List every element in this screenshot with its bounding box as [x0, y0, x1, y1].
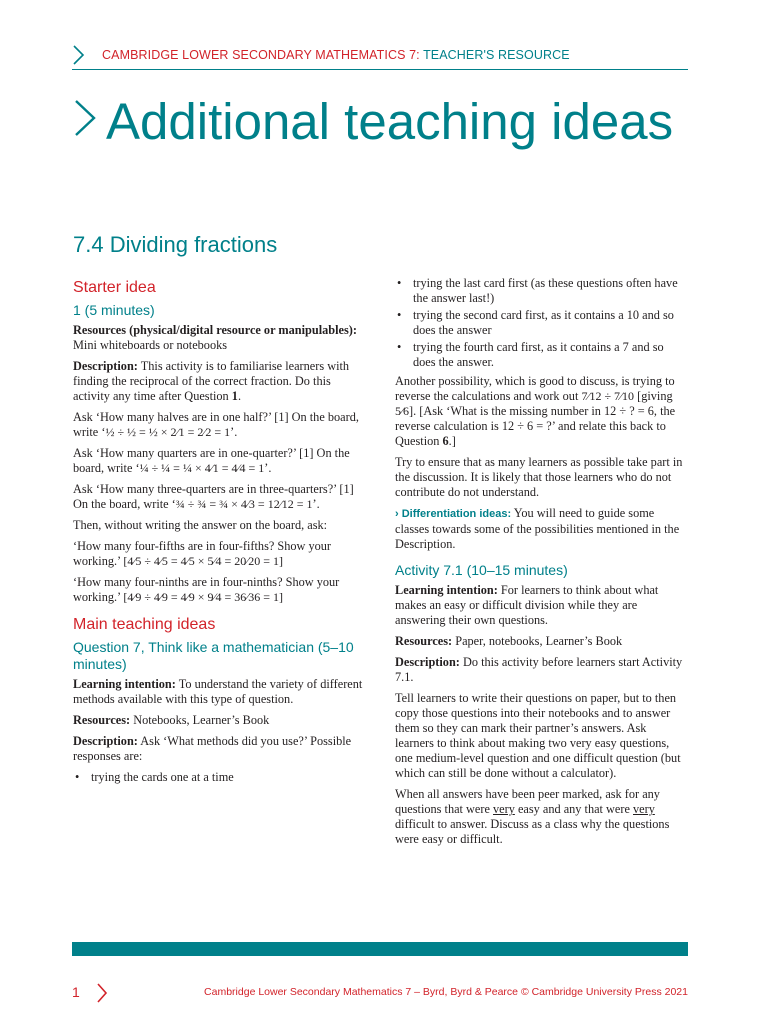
then-paragraph: Then, without writing the answer on the board, ask:	[73, 518, 328, 532]
text: .]	[448, 434, 456, 448]
page-footer	[72, 982, 688, 1006]
ask-end: ’.	[264, 461, 272, 475]
differentiation-paragraph	[395, 506, 685, 552]
math-expression: ¾ ÷ ¾ = ¾ × 4⁄3 = 12⁄12 = 1	[175, 497, 313, 511]
right-column	[395, 276, 685, 853]
question-ref: 1	[231, 389, 238, 403]
description-label: Description:	[73, 359, 138, 373]
list-item: • trying the fourth card first, as it contains a 7 and so does the answer.	[395, 340, 685, 370]
chevron-right-icon	[96, 982, 108, 1004]
math-expression: [4⁄9 ÷ 4⁄9 = 4⁄9 × 9⁄4 = 36⁄36 = 1]	[123, 590, 283, 604]
resources-paragraph	[73, 323, 363, 353]
bottom-bar	[72, 942, 688, 956]
ask-four-fifths	[73, 539, 363, 569]
ask-three-quarters	[73, 482, 363, 512]
ask-text: ‘How many four-fifths are in four-fifths? Show your working.’	[73, 539, 332, 568]
left-column	[73, 276, 363, 787]
activity-heading: Activity 7.1 (10–15 minutes)	[395, 562, 568, 578]
when-paragraph	[395, 787, 685, 847]
ask-halves	[73, 410, 363, 440]
section-heading: 7.4 Dividing fractions	[73, 232, 278, 257]
resources-label: Resources:	[395, 634, 453, 648]
ask-end: ’.	[312, 497, 320, 511]
page-title	[70, 86, 690, 158]
resources-text: Mini whiteboards or notebooks	[73, 338, 228, 352]
underlined-word: very	[633, 802, 655, 816]
description-paragraph	[395, 655, 685, 685]
learning-intention	[395, 583, 685, 628]
text: [giving	[637, 389, 673, 403]
text: When all answers have been peer marked, ask for any questions that were	[395, 787, 660, 816]
math-expression: 7⁄12 ÷ 7⁄10	[581, 389, 635, 403]
text: difficult to answer. Discuss as a class why the questions were easy or difficult.	[395, 817, 670, 846]
header-resource: TEACHER'S RESOURCE	[423, 48, 570, 62]
try-paragraph: Try to ensure that as many learners as possible take part in the discussion. It is likely that those learners who do not contribute do not understand.	[395, 455, 683, 499]
ask-text: Ask ‘How many quarters are in one-quarter?’ [1] On the board, write ‘	[73, 446, 350, 475]
list-item: • trying the second card first, as it contains a 10 and so does the answer	[395, 308, 685, 338]
li-text: For learners to think about what makes an easy or difficult division while they are answering their own questions.	[395, 583, 659, 627]
header-series: CAMBRIDGE LOWER SECONDARY MATHEMATICS 7:	[102, 48, 424, 62]
ask-end: ’.	[230, 425, 238, 439]
differentiation-text: You will need to guide some classes towards some of the possibilities mentioned in the Description.	[395, 506, 680, 551]
math-expression: [4⁄5 ÷ 4⁄5 = 4⁄5 × 5⁄4 = 20⁄20 = 1]	[123, 554, 283, 568]
starter-subheading: 1 (5 minutes)	[73, 302, 155, 318]
description-end: .	[237, 389, 242, 403]
another-possibility	[395, 374, 685, 449]
list-item: • trying the last card first (as these questions often have the answer last!)	[395, 276, 685, 306]
math-expression: ½ ÷ ½ = ½ × 2⁄1 = 2⁄2 = 1	[105, 425, 231, 439]
description-label: Description:	[395, 655, 460, 669]
text: Another possibility, which is good to discuss, is trying to reverse the calculations and work out	[395, 374, 675, 403]
page-number: 1	[72, 984, 80, 1000]
underlined-word: very	[493, 802, 515, 816]
description-text: Ask ‘What methods did you use?’ Possible responses are:	[73, 734, 352, 763]
description-paragraph	[73, 359, 363, 404]
learning-intention	[73, 677, 363, 707]
resources-paragraph	[395, 634, 685, 649]
description-label: Description:	[73, 734, 138, 748]
starter-heading: Starter idea	[73, 279, 156, 296]
ask-text: Ask ‘How many three-quarters are in three-quarters?’ [1] On the board, write ‘	[73, 482, 354, 511]
ask-text: ‘How many four-ninths are in four-ninths? Show your working.’	[73, 575, 340, 604]
ask-text: Ask ‘How many halves are in one half?’ [1] On the board, write ‘	[73, 410, 359, 439]
resources-label: Resources:	[73, 713, 131, 727]
description-text: This activity is to familiarise learners with finding the reciprocal of the correct fraction. Do this activity any time after Question	[73, 359, 350, 403]
differentiation-label: › Differentiation ideas:	[395, 508, 512, 520]
header-rule	[72, 69, 688, 70]
resources-label: Resources (physical/digital resource or manipulables):	[73, 323, 357, 337]
li-text: To understand the variety of different methods available with this type of question.	[73, 677, 363, 706]
ask-four-ninths	[73, 575, 363, 605]
footer-credit: Cambridge Lower Secondary Mathematics 7 – Byrd, Byrd & Pearce © Cambridge University Press 2021	[204, 986, 688, 998]
li-label: Learning intention:	[395, 583, 498, 597]
text: easy and any that were	[514, 802, 634, 816]
main-teaching-heading: Main teaching ideas	[73, 616, 216, 633]
description-text: Do this activity before learners start Activity 7.1.	[395, 655, 683, 684]
math-expression: ¼ ÷ ¼ = ¼ × 4⁄1 = 4⁄4 = 1	[139, 461, 265, 475]
header-text	[102, 48, 570, 62]
chevron-right-icon	[72, 44, 86, 66]
chevron-right-icon	[70, 95, 100, 141]
question7-heading: Question 7, Think like a mathematician (5–10 minutes)	[73, 639, 354, 672]
list-item: • trying the cards one at a time	[73, 770, 363, 785]
resources-text: Paper, notebooks, Learner’s Book	[455, 634, 623, 648]
resources-paragraph-2	[73, 713, 363, 728]
resources-text: Notebooks, Learner’s Book	[133, 713, 270, 727]
title-text: Additional teaching ideas	[106, 93, 674, 150]
running-header	[72, 44, 688, 70]
description-paragraph-2	[73, 734, 363, 764]
math-expression: 5⁄6	[395, 404, 410, 418]
text: ]. [Ask ‘What is the missing number in 12 ÷ ? = 6, the reverse calculation is 12 ÷ 6 = ?’ and relate this back to Question	[395, 404, 676, 448]
tell-paragraph: Tell learners to write their questions on paper, but to then copy those questions into their notebooks and to answer them so they can mark their partner’s answers. Ask learners to think about making two very easy questions, one medium-level question and one difficult question (but which can still be done without a calculator).	[395, 691, 681, 780]
question-ref: 6	[442, 434, 449, 448]
li-label: Learning intention:	[73, 677, 176, 691]
ask-quarters	[73, 446, 363, 476]
